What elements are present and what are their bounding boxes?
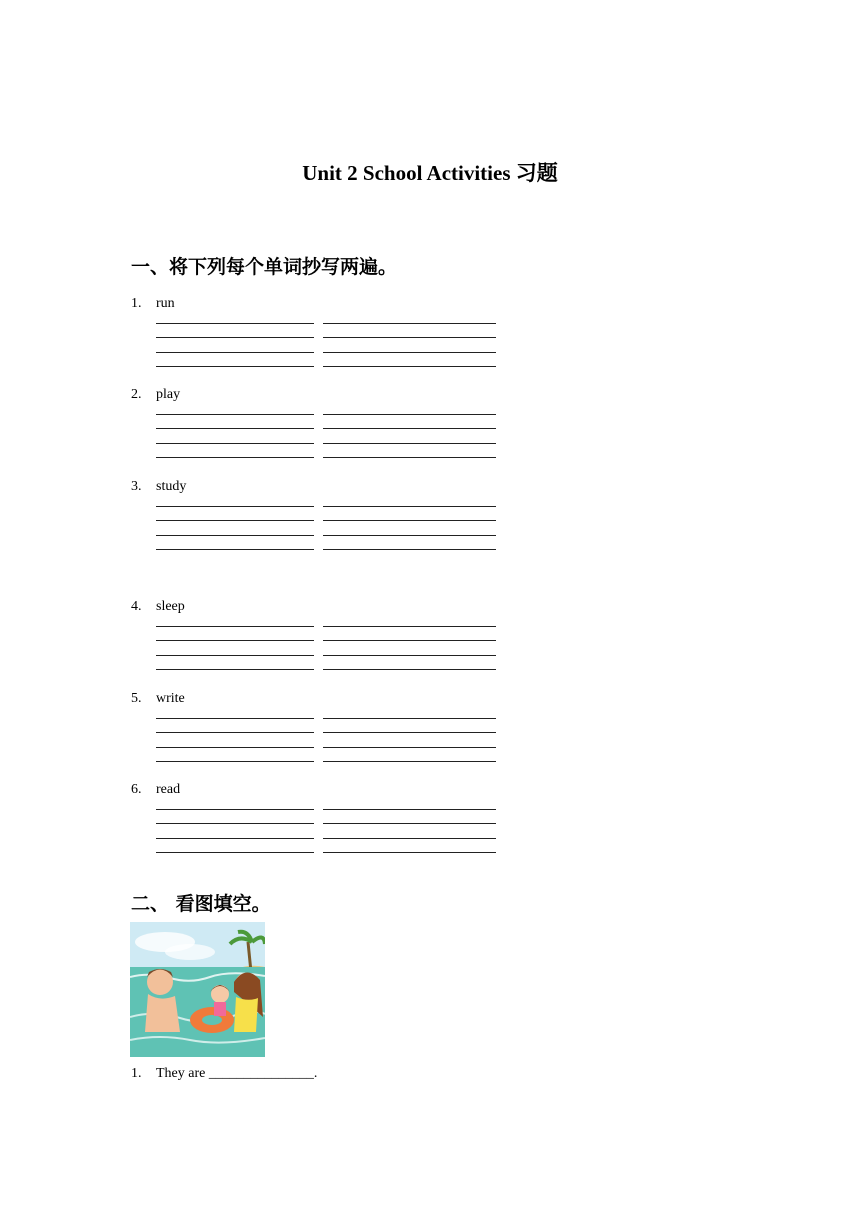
word-item [131,477,511,566]
writing-line-right[interactable] [323,366,496,367]
writing-line-left[interactable] [156,732,314,733]
word-label [131,597,511,617]
word-item [131,780,511,869]
fill-sentence-1 [131,1066,317,1082]
writing-line-left[interactable] [156,352,314,353]
word-number: 2. [131,387,142,402]
writing-line-right[interactable] [323,352,496,353]
writing-line-right[interactable] [323,626,496,627]
writing-line-left[interactable] [156,535,314,536]
writing-line-left[interactable] [156,520,314,521]
word-text: read [156,782,181,797]
word-label [131,477,511,497]
writing-line-right[interactable] [323,640,496,641]
writing-line-right[interactable] [323,809,496,810]
writing-line-right[interactable] [323,747,496,748]
word-text: run [156,296,175,311]
word-text: sleep [156,599,185,614]
writing-line-right[interactable] [323,323,496,324]
writing-line-left[interactable] [156,640,314,641]
word-number: 4. [131,599,142,614]
word-label [131,689,511,709]
word-item [131,597,511,686]
writing-line-right[interactable] [323,535,496,536]
writing-line-left[interactable] [156,337,314,338]
word-label [131,780,511,800]
writing-line-left[interactable] [156,414,314,415]
writing-line-right[interactable] [323,718,496,719]
writing-line-left[interactable] [156,626,314,627]
writing-line-right[interactable] [323,414,496,415]
writing-line-left[interactable] [156,366,314,367]
writing-lines[interactable] [156,718,511,778]
writing-line-left[interactable] [156,718,314,719]
writing-line-left[interactable] [156,506,314,507]
writing-line-left[interactable] [156,323,314,324]
writing-line-right[interactable] [323,520,496,521]
word-text: write [156,691,185,706]
word-label [131,294,511,314]
writing-line-left[interactable] [156,809,314,810]
writing-line-right[interactable] [323,428,496,429]
writing-line-right[interactable] [323,823,496,824]
word-number: 5. [131,691,142,706]
writing-line-right[interactable] [323,337,496,338]
writing-line-left[interactable] [156,457,314,458]
writing-line-left[interactable] [156,838,314,839]
writing-line-right[interactable] [323,838,496,839]
writing-line-right[interactable] [323,732,496,733]
writing-line-left[interactable] [156,852,314,853]
writing-lines[interactable] [156,323,511,383]
word-item [131,689,511,778]
sentence-text: They are _______________. [156,1066,318,1081]
writing-line-left[interactable] [156,549,314,550]
writing-lines[interactable] [156,626,511,686]
writing-line-left[interactable] [156,443,314,444]
word-number: 6. [131,782,142,797]
writing-lines[interactable] [156,414,511,474]
writing-line-right[interactable] [323,549,496,550]
word-item [131,294,511,383]
section-heading-picture-fill: 二、 看图填空。 [131,893,271,915]
writing-line-right[interactable] [323,457,496,458]
writing-line-right[interactable] [323,443,496,444]
writing-lines[interactable] [156,809,511,869]
writing-line-left[interactable] [156,747,314,748]
word-text: study [156,479,187,494]
writing-line-right[interactable] [323,669,496,670]
word-number: 3. [131,479,142,494]
writing-lines[interactable] [156,506,511,566]
word-number: 1. [131,296,142,311]
section-heading-copy-words: 一、将下列每个单词抄写两遍。 [131,256,398,278]
sentence-number: 1. [131,1066,142,1081]
writing-line-left[interactable] [156,428,314,429]
writing-line-right[interactable] [323,655,496,656]
writing-line-right[interactable] [323,852,496,853]
beach-family-illustration [130,922,265,1057]
writing-line-left[interactable] [156,761,314,762]
writing-line-left[interactable] [156,655,314,656]
word-text: play [156,387,181,402]
writing-line-left[interactable] [156,669,314,670]
word-label [131,385,511,405]
writing-line-right[interactable] [323,761,496,762]
writing-line-right[interactable] [323,506,496,507]
word-item [131,385,511,474]
page-title: Unit 2 School Activities 习题 [302,161,558,185]
writing-line-left[interactable] [156,823,314,824]
